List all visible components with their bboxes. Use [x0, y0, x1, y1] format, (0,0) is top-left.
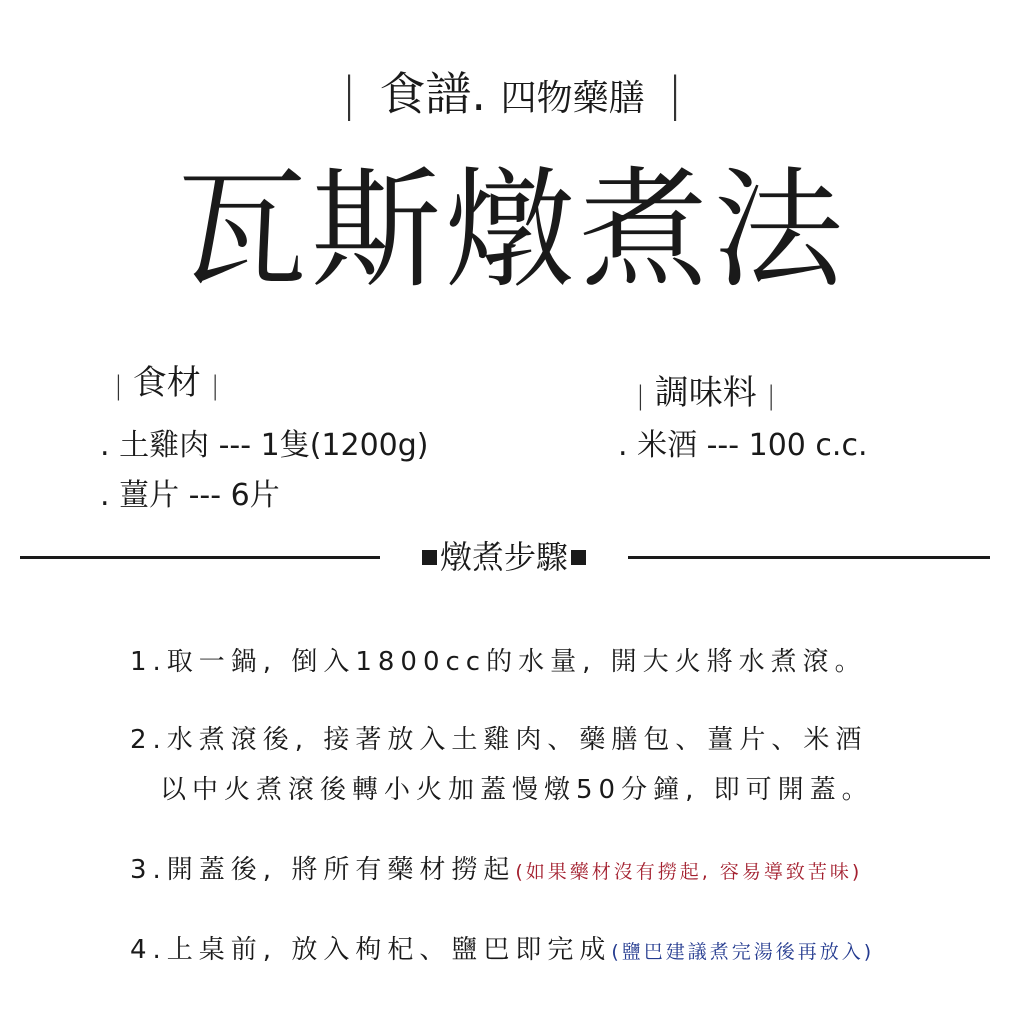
step-text: 3.開蓋後, 將所有藥材撈起 [130, 855, 516, 885]
steps-section-label: 燉煮步驟 [439, 538, 568, 576]
step-continuation [160, 770, 874, 810]
steps-section-title [384, 534, 624, 580]
ingredient-item: . 土雞肉 --- 1隻(1200g) [100, 428, 429, 463]
ingredients-heading-label: 食材 [132, 363, 201, 403]
header-bar-right: | [667, 67, 683, 121]
divider-line-left [20, 556, 380, 559]
seasoning-bar-left: | [636, 381, 645, 411]
seasoning-heading-label: 調味料 [654, 373, 757, 413]
step-item [130, 642, 867, 682]
step-text: 4.上桌前, 放入枸杞、鹽巴即完成 [130, 935, 612, 965]
header-subtitle: 四物藥膳 [500, 78, 645, 119]
step-note: (鹽巴建議煮完湯後再放入) [611, 941, 875, 963]
step-text: 以中火煮滾後轉小火加蓋慢燉50分鐘, 即可開蓋。 [160, 775, 874, 805]
ingredient-item: . 薑片 --- 6片 [100, 478, 280, 513]
header-label: 食譜. [379, 67, 486, 121]
ingredients-bar-right: | [210, 371, 220, 401]
square-bullet-icon [571, 550, 586, 565]
header-bar-left: | [341, 67, 357, 121]
seasoning-heading [626, 368, 786, 421]
page-title: 瓦斯燉煮法 [176, 154, 847, 306]
step-item [130, 720, 867, 760]
square-bullet-icon [422, 550, 437, 565]
step-item [130, 930, 874, 972]
divider-line-right [628, 556, 990, 559]
step-text: 2.水煮滾後, 接著放入土雞肉、藥膳包、薑片、米酒 [130, 725, 868, 755]
recipe-header [0, 64, 1024, 129]
step-item [130, 850, 862, 892]
step-note: (如果藥材沒有撈起, 容易導致苦味) [515, 861, 863, 883]
seasoning-item: . 米酒 --- 100 c.c. [618, 428, 868, 463]
seasoning-bar-right: | [766, 381, 776, 411]
ingredients-bar-left: | [114, 371, 123, 401]
ingredients-heading [104, 358, 230, 411]
step-text: 1.取一鍋, 倒入1800cc的水量, 開大火將水煮滾。 [130, 647, 867, 677]
